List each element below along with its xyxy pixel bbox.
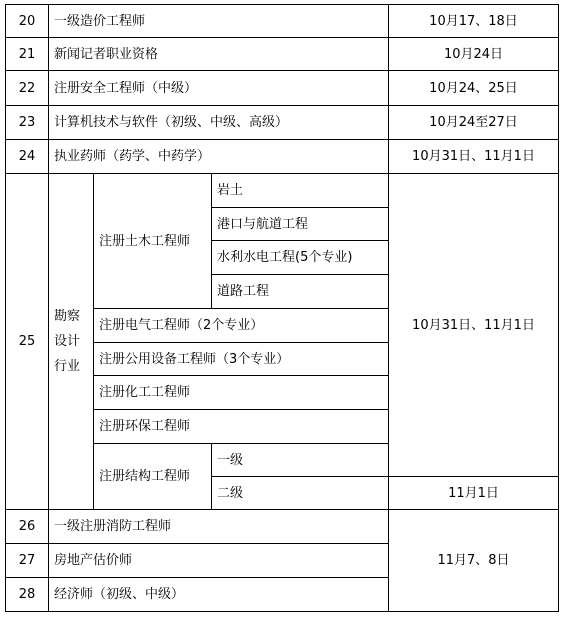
structural-level-1: 一级 xyxy=(211,443,389,477)
row-20-date: 10月17、18日 xyxy=(388,4,559,38)
environmental-engineer: 注册环保工程师 xyxy=(93,409,389,444)
civil-sub-geotech: 岩土 xyxy=(211,173,389,208)
row-28-name: 经济师（初级、中级） xyxy=(48,577,389,612)
row-27-no: 27 xyxy=(5,543,49,578)
row-21-no: 21 xyxy=(5,37,49,71)
row-26-name: 一级注册消防工程师 xyxy=(48,509,389,544)
category-line: 设计 xyxy=(54,334,81,349)
structural-engineer: 注册结构工程师 xyxy=(93,443,212,510)
row-21-name: 新闻记者职业资格 xyxy=(48,37,389,71)
rows-26-28-date: 11月7、8日 xyxy=(388,509,559,612)
row-25-no: 25 xyxy=(5,173,49,510)
row-21-date: 10月24日 xyxy=(388,37,559,71)
row-20-no: 20 xyxy=(5,4,49,38)
category-line: 行业 xyxy=(54,359,81,374)
electrical-engineer: 注册电气工程师（2个专业） xyxy=(93,308,389,343)
utilities-engineer: 注册公用设备工程师（3个专业） xyxy=(93,342,389,376)
row-24-name: 执业药师（药学、中药学） xyxy=(48,139,389,174)
row-22-no: 22 xyxy=(5,70,49,106)
row-24-no: 24 xyxy=(5,139,49,174)
structural-level-2: 二级 xyxy=(211,476,389,510)
civil-sub-hydro: 水利水电工程(5个专业) xyxy=(211,240,389,275)
row-26-no: 26 xyxy=(5,509,49,544)
category-line: 勘察 xyxy=(54,309,81,324)
civil-sub-port: 港口与航道工程 xyxy=(211,207,389,241)
chemical-engineer: 注册化工工程师 xyxy=(93,375,389,410)
group-25-date: 10月31日、11月1日 xyxy=(388,173,559,477)
civil-engineer: 注册土木工程师 xyxy=(93,173,212,309)
row-22-name: 注册安全工程师（中级） xyxy=(48,70,389,106)
row-22-date: 10月24、25日 xyxy=(388,70,559,106)
row-27-name: 房地产估价师 xyxy=(48,543,389,578)
row-28-no: 28 xyxy=(5,577,49,612)
structural-level-2-date: 11月1日 xyxy=(388,476,559,510)
row-23-no: 23 xyxy=(5,105,49,140)
survey-design-category xyxy=(48,173,94,510)
row-24-date: 10月31日、11月1日 xyxy=(388,139,559,174)
civil-sub-road: 道路工程 xyxy=(211,274,389,309)
row-23-name: 计算机技术与软件（初级、中级、高级） xyxy=(48,105,389,140)
row-23-date: 10月24至27日 xyxy=(388,105,559,140)
row-20-name: 一级造价工程师 xyxy=(48,4,389,38)
